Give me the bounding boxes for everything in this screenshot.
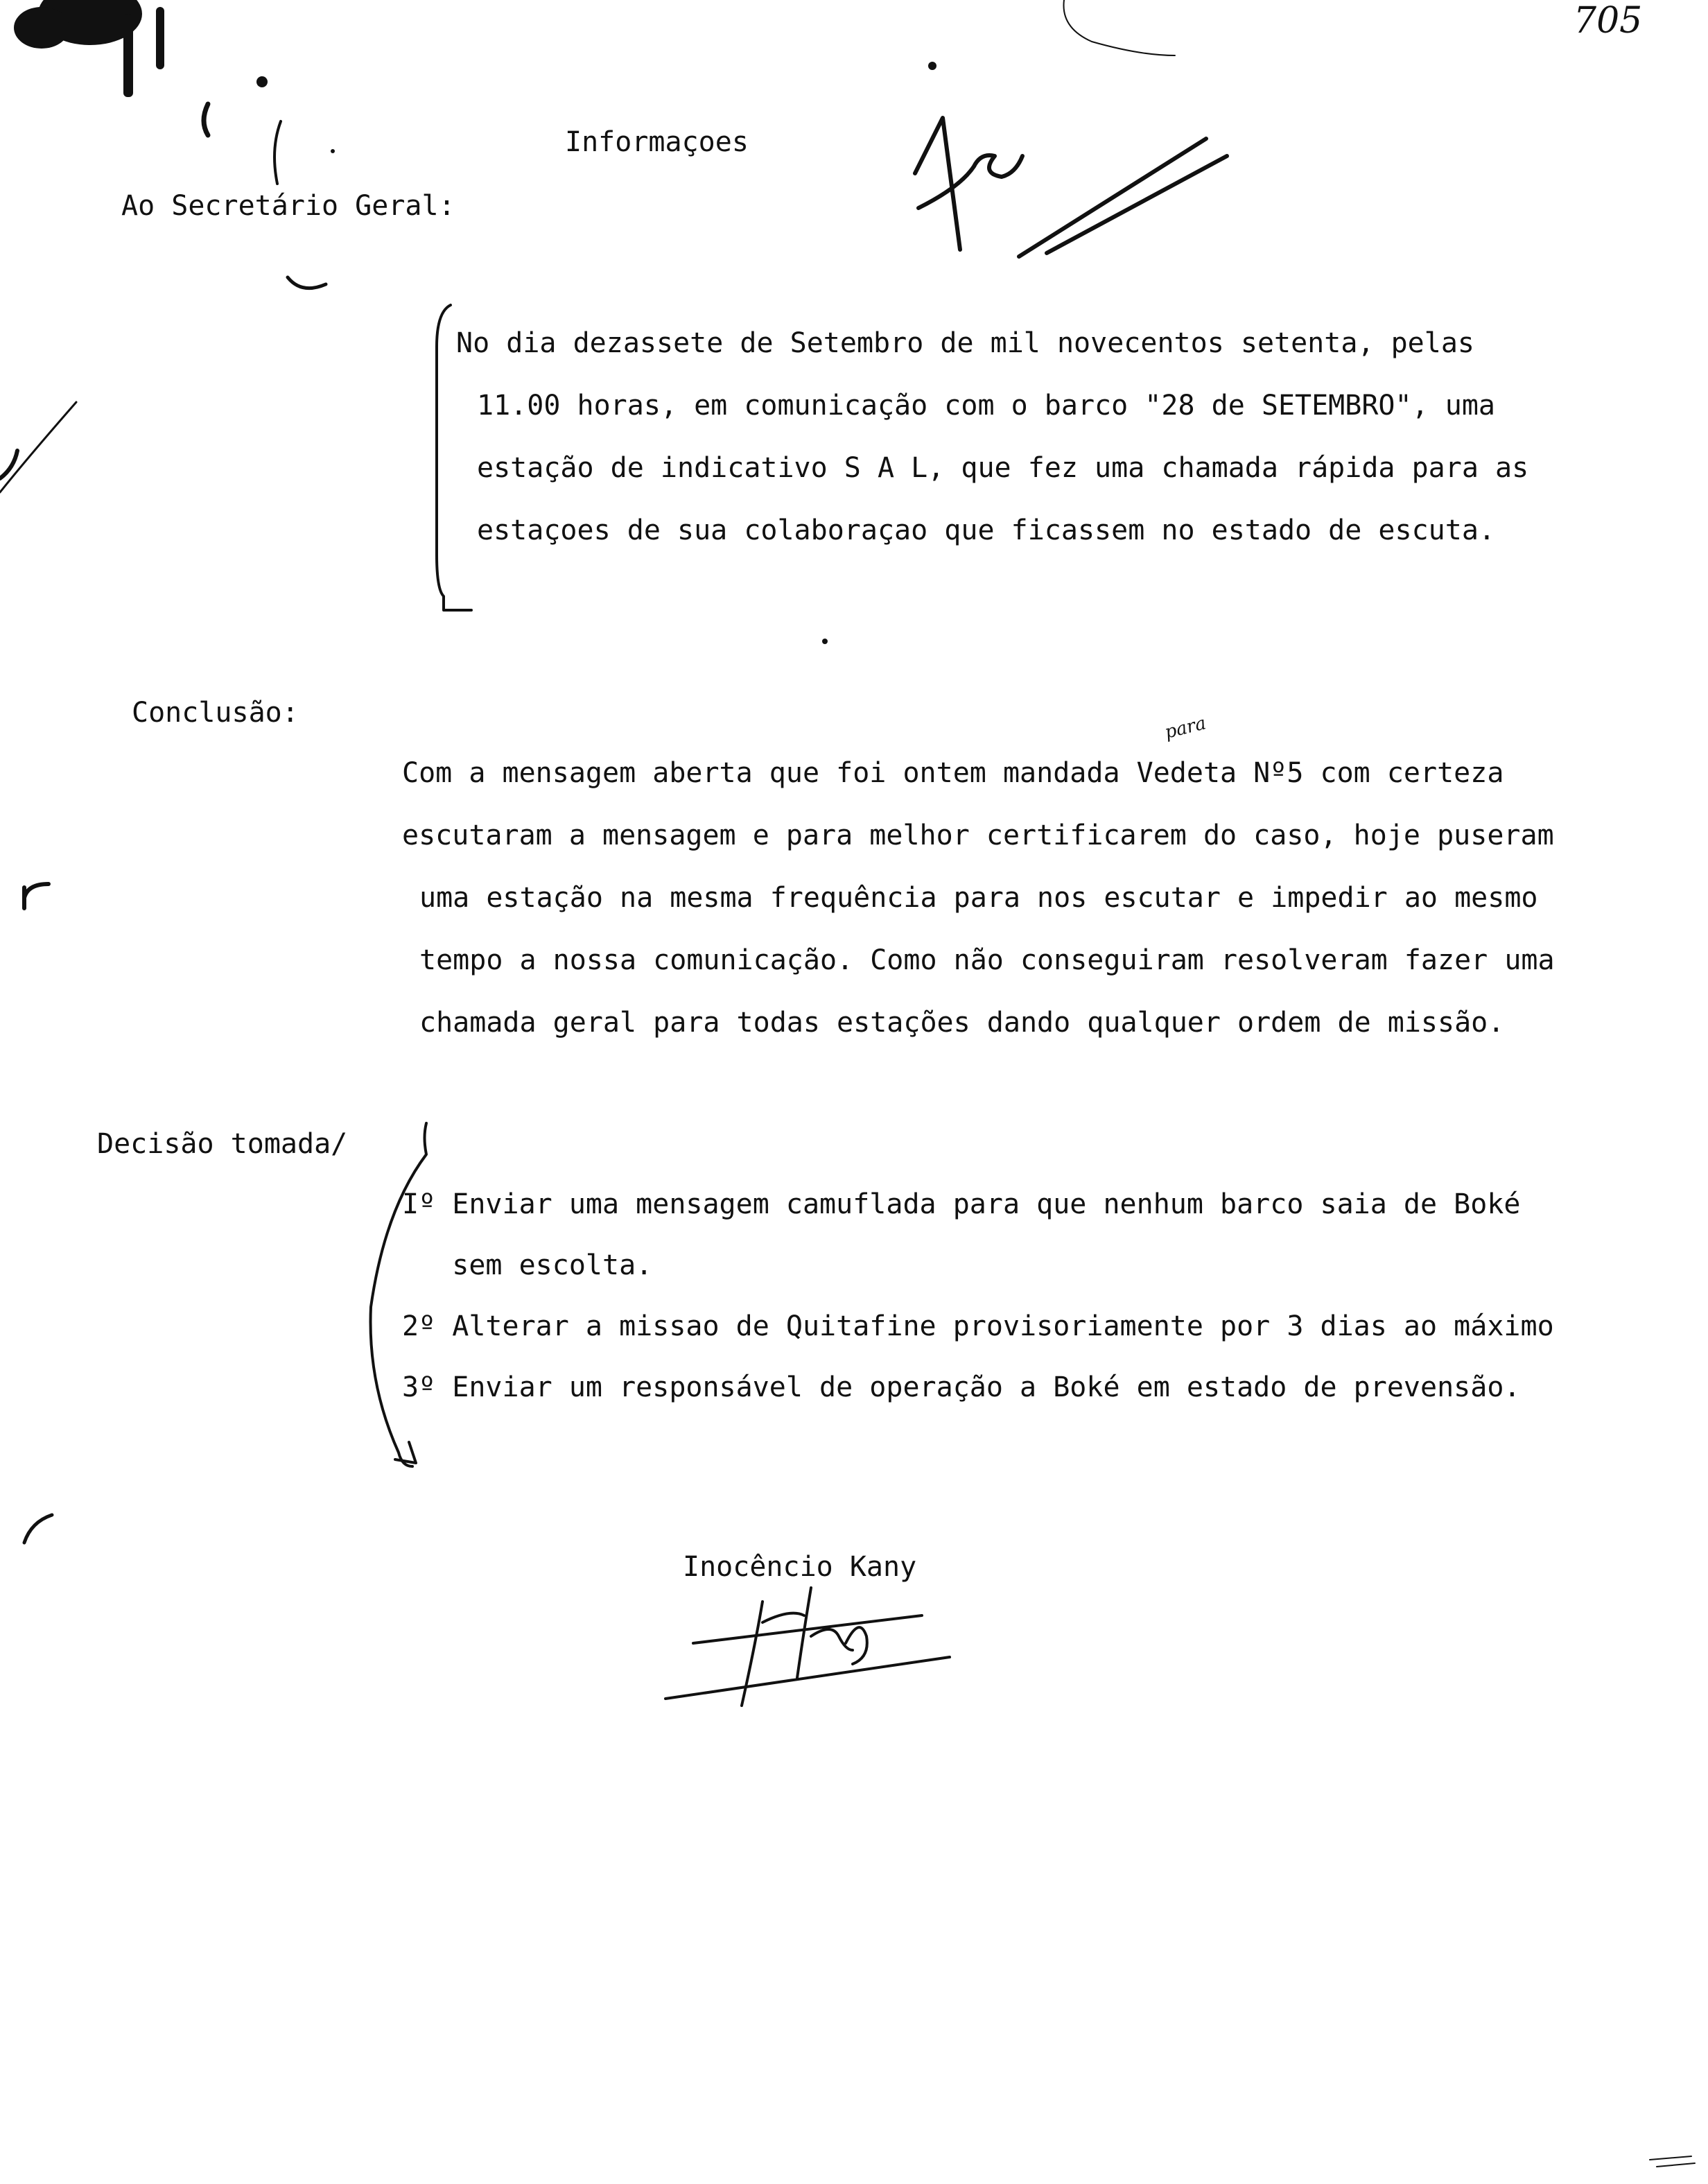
paragraph-line: uma estação na mesma frequência para nos escutar e impedir ao mesmo (419, 882, 1538, 914)
ink-stroke (156, 7, 164, 69)
conclusion-label: Conclusão: (132, 697, 299, 729)
addressee: Ao Secretário Geral: (121, 190, 455, 222)
signature (665, 1588, 950, 1706)
page-number: 705 (1574, 0, 1643, 42)
bracket (437, 305, 471, 610)
signatory-name: Inocêncio Kany (683, 1551, 917, 1583)
bracket (371, 1123, 427, 1466)
decision-label: Decisão tomada/ (97, 1128, 348, 1160)
decision-item: 3º Enviar um responsável de operação a Boké em estado de prevensão. (402, 1371, 1521, 1403)
paragraph-line: tempo a nossa comunicação. Como não conseguiram resolveram fazer uma (419, 944, 1555, 976)
paragraph-line: estação de indicativo S A L, que fez uma chamada rápida para as (477, 452, 1529, 484)
paragraph-line: estaçoes de sua colaboraçao que ficassem no estado de escuta. (477, 514, 1496, 546)
paragraph-line: No dia dezassete de Setembro de mil novecentos setenta, pelas (456, 327, 1475, 359)
decision-item: 2º Alterar a missao de Quitafine provisoriamente por 3 dias ao máximo (402, 1310, 1554, 1342)
paragraph-line: 11.00 horas, em comunicação com o barco "28 de SETEMBRO", uma (477, 390, 1496, 422)
paragraph-line: chamada geral para todas estações dando qualquer ordem de missão. (419, 1007, 1505, 1039)
ink-stroke (123, 14, 133, 97)
paragraph-line: Com a mensagem aberta que foi ontem mandada Vedeta Nº5 com certeza (402, 757, 1504, 789)
paragraph-line: escutaram a mensagem e para melhor certificarem do caso, hoje puseram (402, 820, 1554, 851)
handwritten-initials (915, 118, 1022, 250)
document-title: Informaçoes (565, 126, 749, 158)
decision-item: sem escolta. (402, 1249, 653, 1281)
ink-blot (14, 7, 69, 49)
decision-item: Iº Enviar uma mensagem camuflada para que nenhum barco saia de Boké (402, 1188, 1521, 1220)
handwritten-annotation: para (1162, 713, 1208, 743)
